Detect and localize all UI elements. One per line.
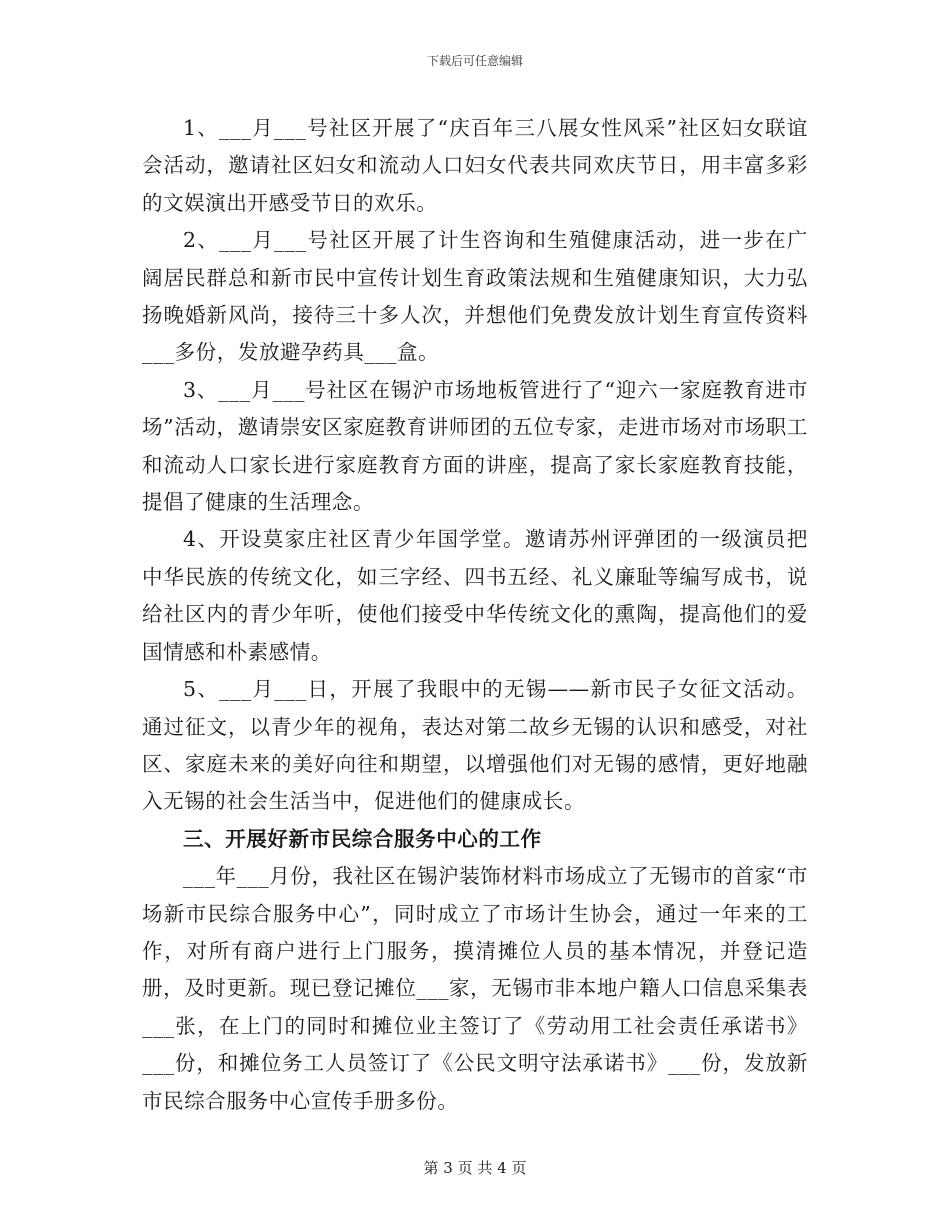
page-number: 第 3 页 共 4 页 — [423, 1159, 527, 1177]
document-body — [142, 110, 808, 1120]
paragraph-4: 4、开设莫家庄社区青少年国学堂。邀请苏州评弹团的一级演员把中华民族的传统文化，如三字经、四书五经、礼义廉耻等编写成书，说给社区内的青少年听，使他们接受中华传统文化的熏陶，提高他们的爱国情感和朴素感情。 — [142, 527, 808, 664]
paragraph-3: 3、___月___号社区在锡沪市场地板管进行了“迎六一家庭教育进市场”活动，邀请崇安区家庭教育讲师团的五位专家，走进市场对市场职工和流动人口家长进行家庭教育方面的讲座，提高了家长家庭教育技能，提倡了健康的生活理念。 — [142, 377, 808, 515]
section-heading: 三、开展好新市民综合服务中心的工作 — [183, 826, 542, 851]
section-paragraph: ___年___月份，我社区在锡沪装饰材料市场成立了无锡市的首家“市场新市民综合服务中心”，同时成立了市场计生协会，通过一年来的工作，对所有商户进行上门服务，摸清摊位人员的基本情况，并登记造册，及时更新。现已登记摊位___家，无锡市非本地户籍人口信息采集表___张，在上门的同时和摊位业主签订了《劳动用工社会责任承诺书》___份，和摊位务工人员签订了《公民文明守法承诺书》___份，发放新市民综合服务中心宣传手册多份。 — [142, 864, 808, 1113]
paragraph-5: 5、___月___日，开展了我眼中的无锡——新市民子女征文活动。通过征文，以青少年的视角，表达对第二故乡无锡的认识和感受，对社区、家庭未来的美好向往和期望，以增强他们对无锡的感情，更好地融入无锡的社会生活当中，促进他们的健康成长。 — [142, 677, 808, 814]
page-header: 下载后可任意编辑 — [426, 54, 523, 68]
paragraph-2: 2、___月___号社区开展了计生咨询和生殖健康活动，进一步在广阔居民群总和新市民中宣传计划生育政策法规和生殖健康知识，大力弘扬晚婚新风尚，接待三十多人次，并想他们免费发放计划生育宣传资料___多份，发放避孕药具___盒。 — [142, 228, 808, 365]
paragraph-1: 1、___月___号社区开展了“庆百年三八展女性风采”社区妇女联谊会活动，邀请社区妇女和流动人口妇女代表共同欢庆节日，用丰富多彩的文娱演出开感受节日的欢乐。 — [142, 116, 808, 215]
